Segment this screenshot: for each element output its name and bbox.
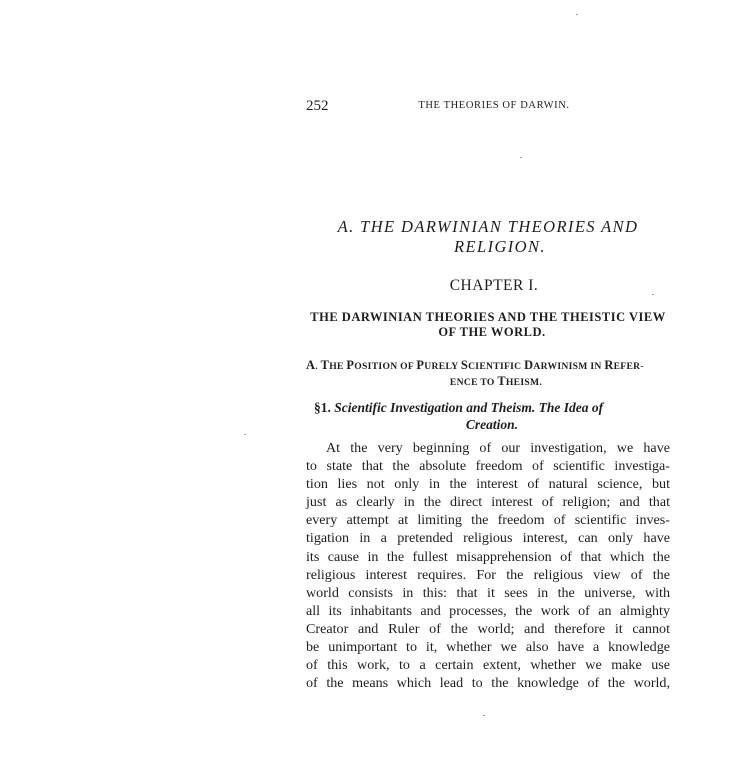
body-paragraph bbox=[306, 439, 670, 692]
body-line: be unimportant to it, whether we also have a knowledge bbox=[306, 639, 670, 656]
page-number: 252 bbox=[306, 98, 329, 114]
scan-speck bbox=[483, 715, 485, 716]
running-title: THE THEORIES OF DARWIN. bbox=[418, 100, 570, 111]
body-line: tion lies not only in the interest of natural science, but bbox=[306, 476, 670, 493]
body-line: all its inhabitants and processes, the work of an almighty bbox=[306, 602, 670, 619]
body-line: At the very beginning of our investigation, we have bbox=[326, 440, 670, 456]
body-line: to state that the absolute freedom of scientific investiga- bbox=[306, 458, 670, 475]
section-title-line-1: A. THE POSITION OF PURELY SCIENTIFIC DARWINISM IN REFER- bbox=[306, 358, 644, 372]
scan-speck bbox=[520, 157, 522, 158]
part-title bbox=[306, 217, 670, 257]
subsection-title bbox=[306, 399, 670, 433]
chapter-title-line-1: THE DARWINIAN THEORIES AND THE THEISTIC VIEW bbox=[310, 310, 666, 324]
body-line: religious interest requires. For the religious view of the bbox=[306, 566, 670, 583]
subsection-title-line-2: Creation. bbox=[465, 417, 519, 432]
chapter-title bbox=[306, 310, 670, 340]
body-line: tigation in a pretended religious interest, can only have bbox=[306, 530, 670, 547]
body-line: its cause in the fullest misapprehension of that which the bbox=[306, 548, 670, 565]
scan-speck bbox=[652, 294, 654, 295]
body-line: just as clearly in the direct interest of religion; and that bbox=[306, 494, 670, 511]
body-line: world consists in this: that it sees in the universe, with bbox=[306, 584, 670, 601]
section-title-line-2: ENCE TO THEISM. bbox=[449, 374, 543, 388]
section-title bbox=[306, 358, 670, 390]
subsection-title-line-1 bbox=[306, 399, 670, 416]
chapter-title-line-2: OF THE WORLD. bbox=[438, 325, 546, 339]
part-title-line-1: A. THE DARWINIAN THEORIES AND bbox=[337, 217, 639, 236]
scan-speck bbox=[244, 434, 246, 435]
scan-speck bbox=[576, 14, 578, 15]
body-line: of the means which lead to the knowledge of the world, bbox=[306, 675, 670, 692]
subsection-number: §1. bbox=[314, 400, 331, 415]
running-head bbox=[306, 98, 670, 118]
body-line: of this work, to a certain extent, whether we make use bbox=[306, 657, 670, 674]
body-line: every attempt at limiting the freedom of scientific inves- bbox=[306, 512, 670, 529]
body-line: Creator and Ruler of the world; and therefore it cannot bbox=[306, 620, 670, 637]
chapter-heading: CHAPTER I. bbox=[449, 277, 539, 294]
subsection-title-text: Scientific Investigation and Theism. The Idea of bbox=[334, 400, 604, 415]
part-title-line-2: RELIGION. bbox=[454, 237, 546, 256]
